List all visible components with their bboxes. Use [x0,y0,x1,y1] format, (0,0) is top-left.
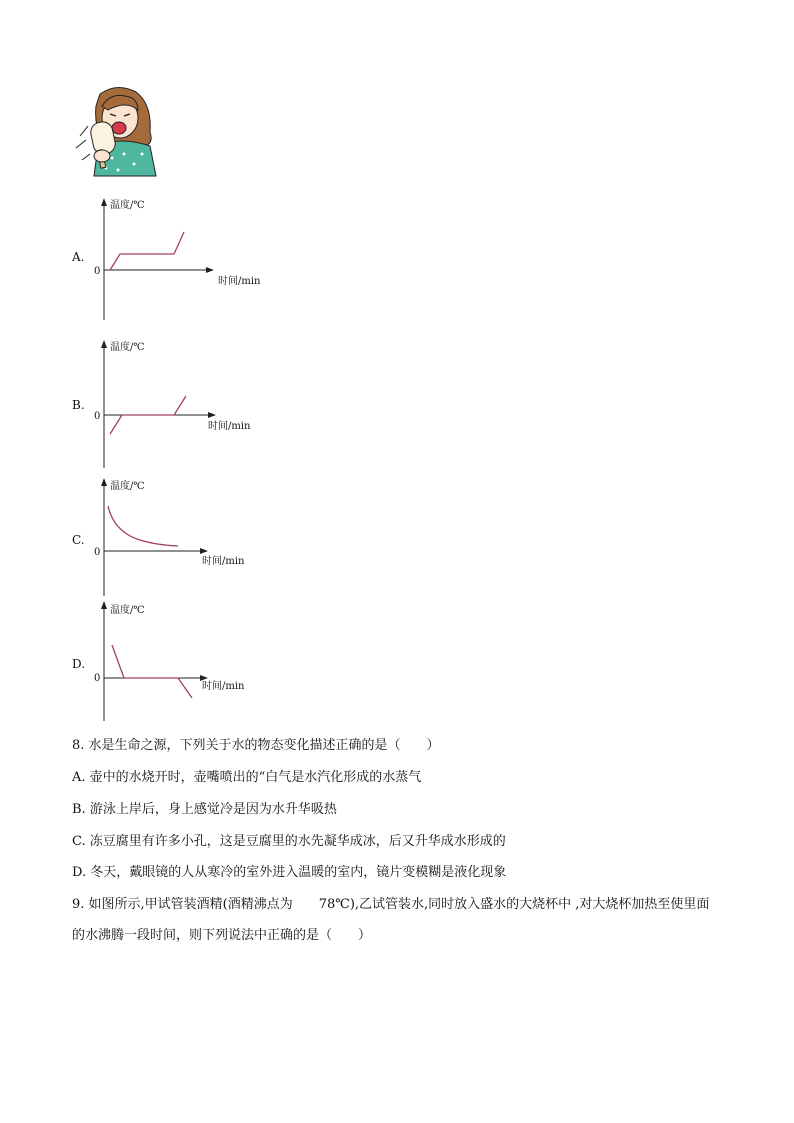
question-9-line-2: 的水沸腾一段时间，则下列说法中正确的是（ ） [72,928,372,943]
chart-a-origin: 0 [94,266,101,277]
chart-c-ylabel: 温度/℃ [110,481,145,492]
chart-b [92,340,262,470]
question-8-option-a: A. 壶中的水烧开时，壶嘴喷出的“白气是水汽化形成的水蒸气 [72,770,422,785]
option-a-label: A. [72,250,85,264]
option-d-label: D. [72,657,86,671]
chart-b-origin: 0 [94,411,101,422]
chart-d-origin: 0 [94,673,101,684]
chart-c-curve [108,506,178,546]
chart-b-ylabel: 温度/℃ [110,342,145,353]
question-8-option-b: B. 游泳上岸后，身上感觉冷是因为水升华吸热 [72,802,337,817]
question-9-line-1: 9. 如图所示,甲试管装酒精(酒精沸点为 78℃),乙试管装水,同时放入盛水的大烧杯中 ,对大烧杯加热至使里面 [72,897,710,912]
chart-b-curve [110,396,186,434]
chart-b-xlabel: 时间/min [208,421,251,432]
chart-a [92,198,261,322]
chart-c [92,478,262,598]
option-b-label: B. [72,398,85,412]
chart-d-curve [112,645,192,698]
question-8-stem: 8. 水是生命之源，下列关于水的物态变化描述正确的是（ ） [72,738,440,753]
chart-a-ylabel: 温度/℃ [110,200,145,211]
chart-c-origin: 0 [94,547,101,558]
chart-c-xlabel: 时间/min [202,556,245,567]
chart-a-xlabel: 时间/min [218,276,261,287]
question-8-option-c: C. 冻豆腐里有许多小孔，这是豆腐里的水先凝华成冰，后又升华成水形成的 [72,834,506,849]
girl-eating-popsicle-illustration [72,84,162,176]
chart-d [92,601,262,723]
chart-a-curve [110,232,184,270]
chart-d-ylabel: 温度/℃ [110,605,145,616]
option-c-label: C. [72,533,85,547]
question-8-option-d: D. 冬天，戴眼镜的人从寒冷的室外进入温暖的室内，镜片变模糊是液化现象 [72,865,507,880]
chart-d-xlabel: 时间/min [202,681,245,692]
